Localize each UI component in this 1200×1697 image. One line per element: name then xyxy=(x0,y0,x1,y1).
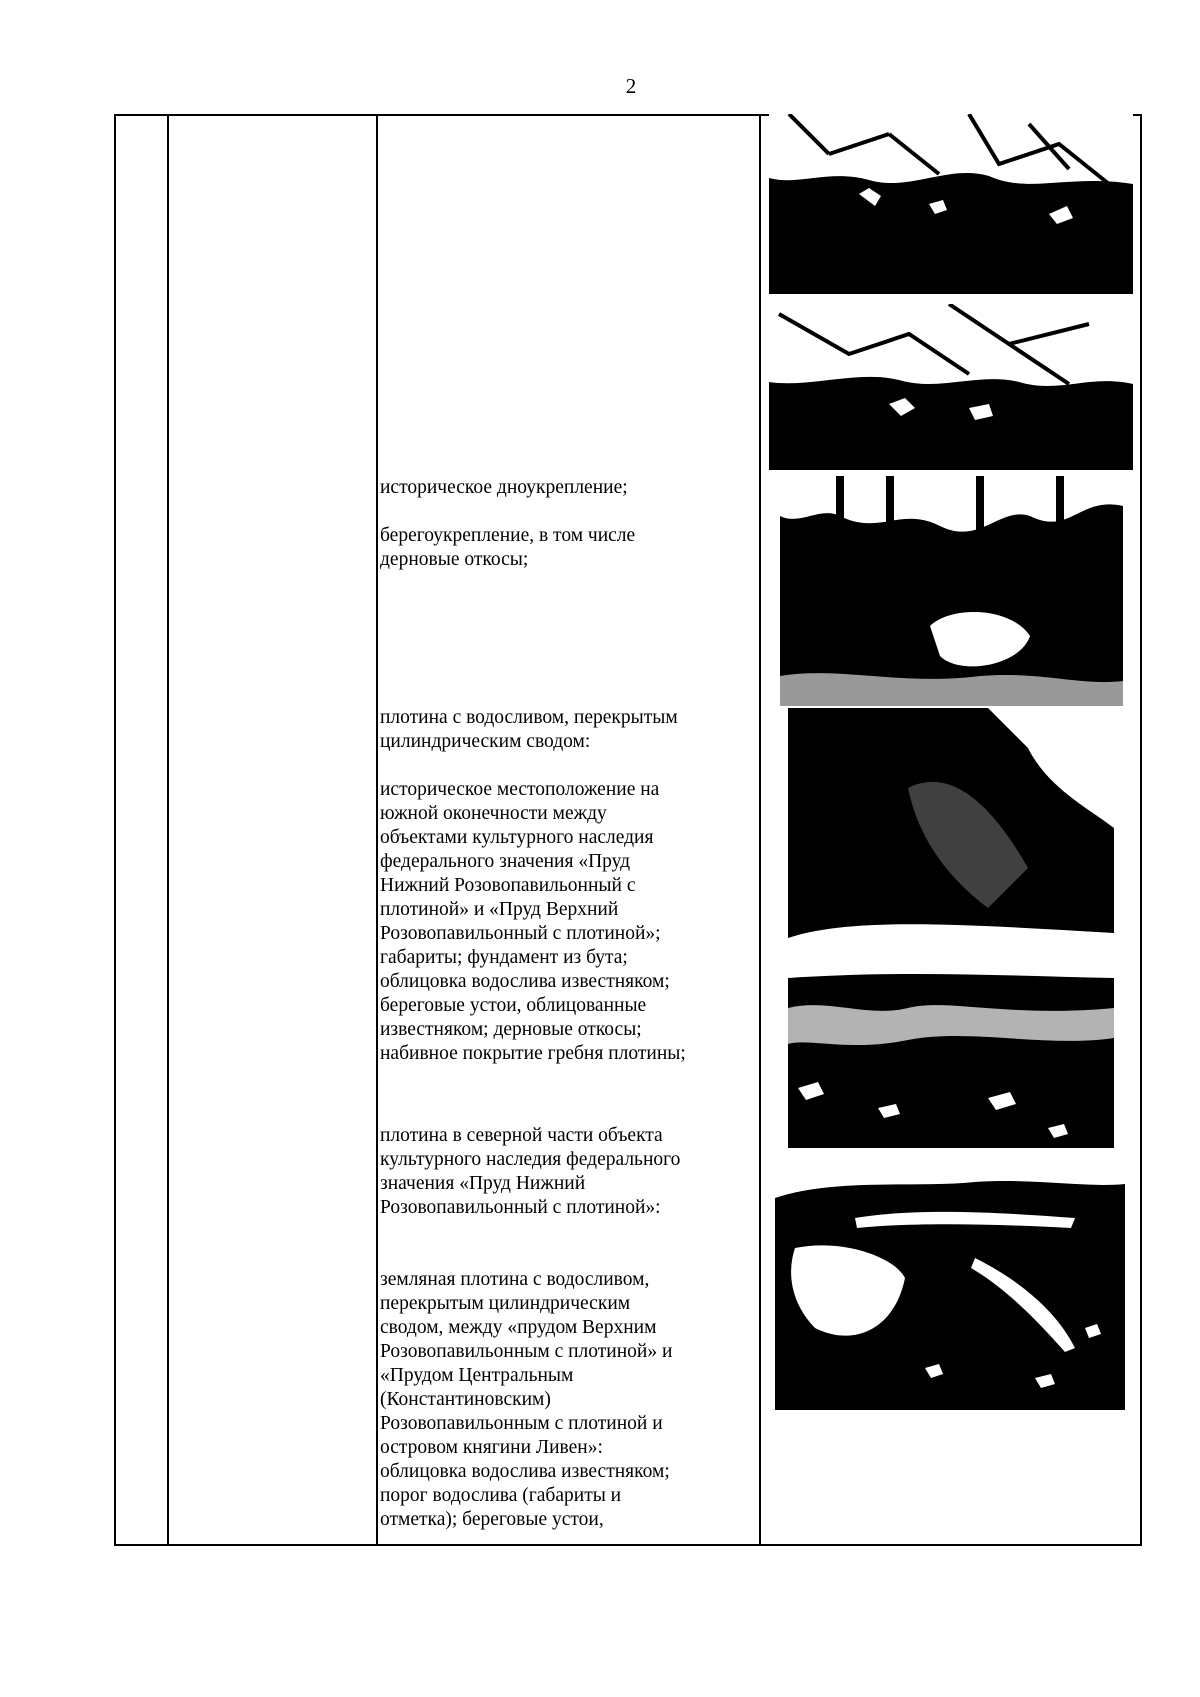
paragraph-dam-heading: плотина с водосливом, перекрытым цилиндрическим сводом: xyxy=(380,707,678,752)
column-divider xyxy=(167,116,169,1544)
photo-pond-trees-1 xyxy=(769,114,1133,302)
paragraph-earthen-dam: земляная плотина с водосливом, перекрытым цилиндрическим сводом, между «прудом Верхним Розовопавильонным с плотиной» и «Прудом Центральным (Константиновским) Розовопавильонным с плотиной и островом княгини Ливен»: облицовка водослива известняком; порог водослива (габариты и отметка); береговые устои, xyxy=(380,1269,673,1530)
paragraph-north-dam: плотина в северной части объекта культурного наследия федерального значения «Пруд Нижний Розовопавильонный с плотиной»: xyxy=(380,1125,681,1218)
document-table xyxy=(114,114,1142,1546)
photo-north-dam xyxy=(775,1178,1125,1410)
paragraph-bottom-fortification: историческое дноукрепление; xyxy=(380,477,628,498)
description-column xyxy=(380,116,750,1544)
photo-pond-trees-2 xyxy=(769,304,1133,470)
photo-dam-spillway xyxy=(788,708,1114,1148)
column-divider xyxy=(759,116,761,1544)
paragraph-bank-fortification: берегоукрепление, в том числе дерновые откосы; xyxy=(380,525,636,570)
paragraph-dam-location: историческое местоположение на южной оконечности между объектами культурного наследия федерального значения «Пруд Нижний Розовопавильонный с плотиной» и «Пруд Верхний Розовопавильонный с плотиной»; габариты; фундамент из бута; облицовка водослива известняком; береговые устои, облицованные известняком; дерновые откосы; набивное покрытие гребня плотины; xyxy=(380,779,686,1064)
column-divider xyxy=(376,116,378,1544)
page-number: 2 xyxy=(625,74,637,98)
photo-riverbank xyxy=(780,476,1123,706)
